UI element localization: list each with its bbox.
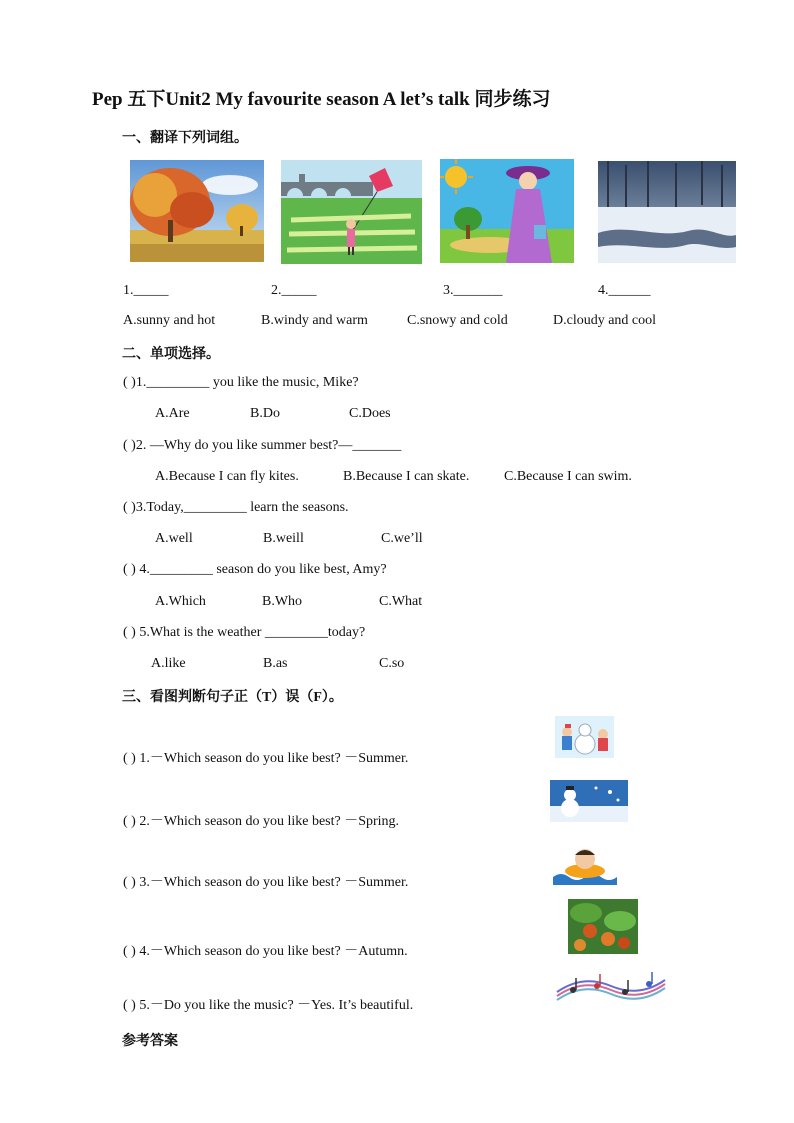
mc-q3-option-a: A.well: [155, 531, 193, 546]
option-d: D.cloudy and cool: [553, 313, 657, 328]
tf-item-5[interactable]: ( ) 5.－Do you like the music? －Yes. It’s beautiful.: [123, 998, 414, 1013]
tf-item-4[interactable]: ( ) 4.－Which season do you like best? －Autumn.: [123, 944, 408, 959]
tf-item-1[interactable]: ( ) 1.－Which season do you like best? －Summer.: [123, 751, 409, 766]
mc-q3-option-c: C.we’ll: [381, 531, 423, 546]
mc-q4-option-a: A.Which: [155, 594, 206, 609]
option-c: C.snowy and cold: [407, 313, 508, 328]
mc-question-2[interactable]: ( )2. —Why do you like summer best?—_______: [123, 438, 402, 453]
section3-heading: 三、看图判断句子正（T）误（F）。: [122, 690, 343, 705]
mc-question-4[interactable]: ( ) 4._________ season do you like best, Amy?: [123, 562, 387, 577]
swimming-boy-image: [553, 843, 617, 885]
mc-question-5[interactable]: ( ) 5.What is the weather _________today?: [123, 625, 366, 640]
blank-1[interactable]: 1._____: [123, 283, 169, 298]
option-a: A.sunny and hot: [123, 313, 216, 328]
music-notes-image: [553, 970, 668, 1006]
snowy-stream-image: [598, 161, 736, 263]
mc-q5-option-c: C.so: [379, 656, 405, 671]
snowman-image: [550, 780, 628, 822]
tf-item-3[interactable]: ( ) 3.－Which season do you like best? －Summer.: [123, 875, 409, 890]
blank-2[interactable]: 2._____: [271, 283, 317, 298]
section2-heading: 二、单项选择。: [122, 347, 220, 362]
option-b: B.windy and warm: [261, 313, 368, 328]
blank-3[interactable]: 3._______: [443, 283, 503, 298]
mc-question-3[interactable]: ( )3.Today,_________ learn the seasons.: [123, 500, 349, 515]
mc-q3-option-b: B.weill: [263, 531, 304, 546]
mc-q1-option-a: A.Are: [155, 406, 190, 421]
sunny-girl-image: [440, 159, 574, 263]
mc-question-1[interactable]: ( )1._________ you like the music, Mike?: [123, 375, 359, 390]
mc-q4-option-b: B.Who: [262, 594, 303, 609]
mc-q1-option-b: B.Do: [250, 406, 280, 421]
blank-4[interactable]: 4.______: [598, 283, 651, 298]
kite-flying-image: [281, 160, 422, 264]
section1-heading: 一、翻译下列词组。: [122, 131, 248, 146]
answers-heading: 参考答案: [122, 1034, 178, 1049]
mc-q2-option-a: A.Because I can fly kites.: [155, 469, 299, 484]
tf-item-2[interactable]: ( ) 2.－Which season do you like best? －Spring.: [123, 814, 400, 829]
mc-q5-option-b: B.as: [263, 656, 288, 671]
mc-q1-option-c: C.Does: [349, 406, 391, 421]
mc-q5-option-a: A.like: [151, 656, 186, 671]
kids-snowman-image: [555, 716, 614, 758]
mc-q4-option-c: C.What: [379, 594, 423, 609]
page-title: Pep 五下Unit2 My favourite season A let’s talk 同步练习: [92, 89, 551, 110]
fruit-tree-image: [568, 899, 638, 954]
autumn-trees-image: [130, 160, 264, 262]
mc-q2-option-b: B.Because I can skate.: [343, 469, 470, 484]
mc-q2-option-c: C.Because I can swim.: [504, 469, 632, 484]
